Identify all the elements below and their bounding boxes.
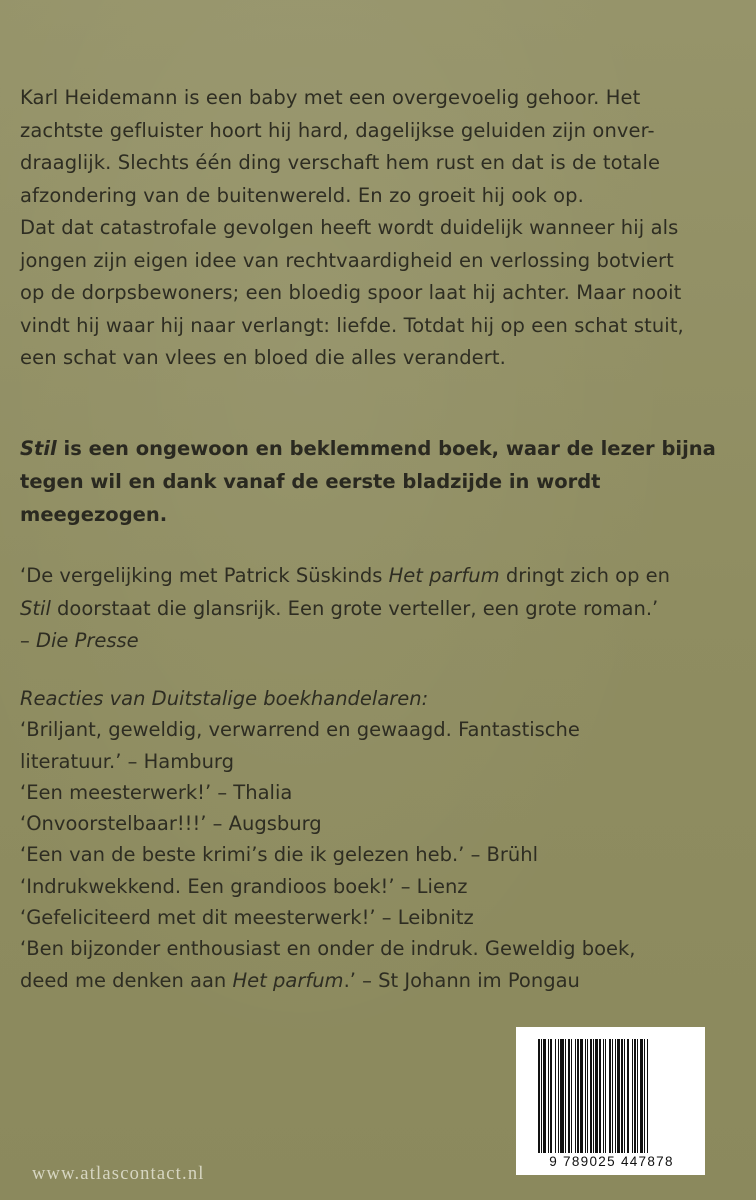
barcode-label [516,1027,705,1175]
synopsis-line: draaglijk. Slechts één ding verschaft hem rust en dat is de totale [20,151,661,174]
barcode-bar [555,1039,556,1153]
tagline-line-1: Stil is een ongewoon en beklemmend boek, waar de lezer bijna [20,437,716,460]
barcode-bar [603,1039,604,1153]
barcode-bar [627,1039,629,1153]
reviews-heading: Reacties van Duitstalige boekhandelaren: [20,687,429,710]
barcode-bar [548,1039,549,1153]
press-quote-source: – Die Presse [20,629,139,652]
barcode-bar [612,1039,613,1153]
synopsis [20,82,740,375]
barcode-bar [538,1039,540,1153]
synopsis-line: vindt hij waar hij naar verlangt: liefde. Totdat hij op een schat stuit, [20,313,684,337]
barcode-bar [595,1039,598,1153]
press-quote-line-2: Stil doorstaat die glansrijk. Een grote verteller, een grote roman.’ [20,596,659,620]
barcode-bar [558,1039,559,1153]
review-line: ‘Ben bijzonder enthousiast en onder de indruk. Geweldig boek, [20,937,636,961]
press-quote [20,560,740,658]
barcode-bar [609,1039,611,1153]
barcode-bar [571,1039,572,1153]
review-line-last: deed me denken aan Het parfum.’ – St Johann im Pongau [20,968,580,992]
synopsis-line: Karl Heidemann is een baby met een overgevoelig gehoor. Het [20,86,641,109]
barcode-bar [575,1039,576,1153]
review-line: ‘Een meesterwerk!’ – Thalia [20,780,293,804]
barcode-bar [647,1039,648,1153]
barcode-bar [599,1039,601,1153]
barcode-bar [577,1039,579,1153]
barcode-bar [580,1039,583,1153]
barcode-bar [617,1039,620,1153]
barcode-bar [632,1039,633,1153]
barcode-bar [543,1039,546,1153]
synopsis-line: een schat van vlees en bloed die alles verandert. [20,346,506,369]
barcode-bar [585,1039,586,1153]
barcode-bar [590,1039,592,1153]
barcode-bar [541,1039,542,1153]
barcode-bar [565,1039,566,1153]
review-line: ‘Onvoorstelbaar!!!’ – Augsburg [20,812,322,836]
review-line: ‘Briljant, geweldig, verwarrend en gewaagd. Fantastische [20,718,580,742]
barcode-bar [593,1039,594,1153]
review-line: ‘Indrukwekkend. Een grandioos boek!’ – Lienz [20,874,468,898]
barcode-bar [587,1039,588,1153]
barcode-bar [640,1039,643,1153]
barcode-bar [615,1039,616,1153]
book-title: Stil [20,437,57,460]
tagline-line-2: tegen wil en dank vanaf de eerste bladzijde in wordt meegezogen. [20,470,601,526]
review-line: literatuur.’ – Hamburg [20,749,234,773]
barcode-bar [637,1039,638,1153]
barcode-bar [621,1039,623,1153]
barcode-bar [644,1039,645,1153]
barcode-bar [560,1039,564,1153]
barcode-bar [634,1039,636,1153]
publisher-website[interactable]: www.atlascontact.nl [32,1164,205,1184]
review-line: ‘Een van de beste krimi’s die ik gelezen heb.’ – Brühl [20,843,539,867]
barcode-bar [568,1039,570,1153]
barcode-bar [624,1039,625,1153]
review-line: ‘Gefeliciteerd met dit meesterwerk!’ – Leibnitz [20,906,474,930]
synopsis-line: jongen zijn eigen idee van rechtvaardigheid en verlossing botviert [20,248,674,272]
tagline [20,432,740,531]
bookseller-reviews [20,683,740,996]
synopsis-line: Dat dat catastrofale gevolgen heeft wordt duidelijk wanneer hij als [20,216,679,239]
press-quote-line-1: ‘De vergelijking met Patrick Süskinds Het parfum dringt zich op en [20,564,671,587]
synopsis-line: zachtste gefluister hoort hij hard, dagelijkse geluiden zijn onver- [20,118,655,142]
isbn-number: 9 789025 447878 [549,1154,674,1169]
barcode-bar [550,1039,552,1153]
synopsis-line: op de dorpsbewoners; een bloedig spoor laat hij achter. Maar nooit [20,281,682,304]
synopsis-line: afzondering van de buitenwereld. En zo groeit hij ook op. [20,183,584,207]
barcode-icon [538,1039,686,1153]
barcode-bar [605,1039,606,1153]
